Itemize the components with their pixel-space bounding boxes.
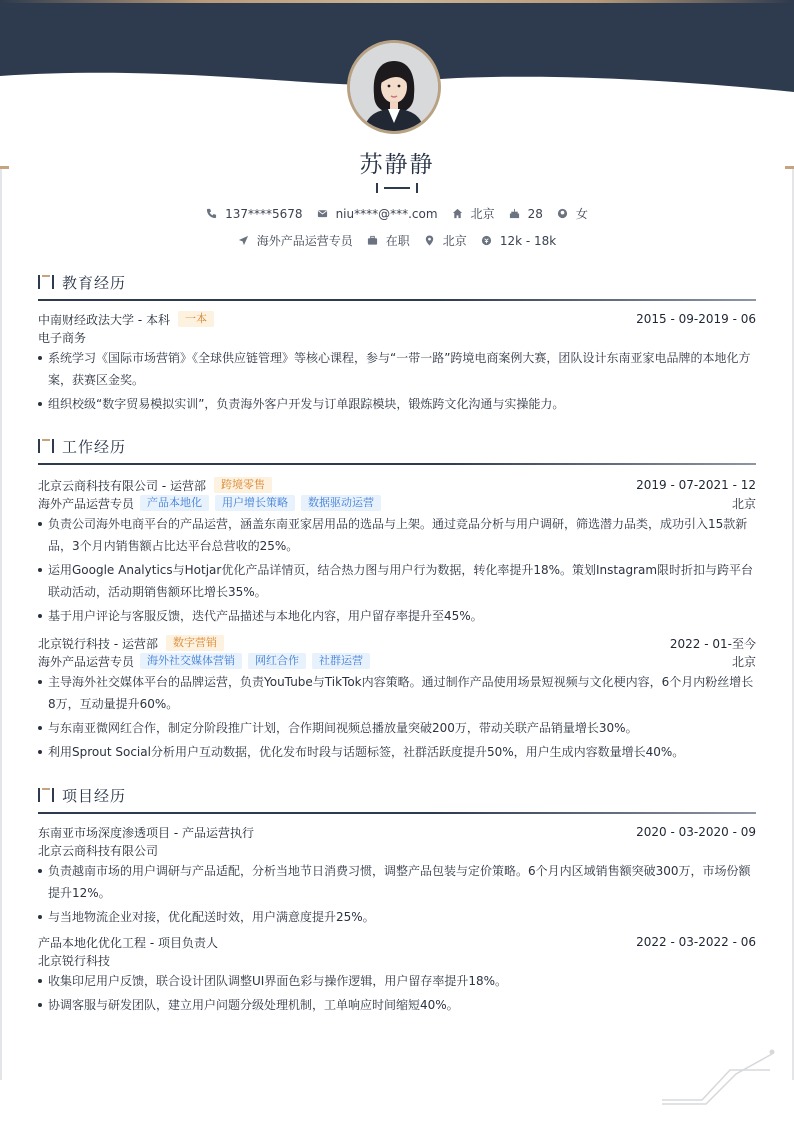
education-bullets <box>38 347 756 415</box>
project-bullets <box>38 970 756 1016</box>
work-bullets <box>38 671 756 763</box>
role: 海外产品运营专员 <box>38 654 135 669</box>
home-icon <box>452 208 463 219</box>
company-name: 北京云商科技有限公司 - 运营部 <box>38 478 206 493</box>
avatar <box>347 40 441 134</box>
section-title: 项目经历 <box>62 786 127 805</box>
target-city-text: 北京 <box>442 234 467 248</box>
location: 北京 <box>731 654 756 669</box>
left-border <box>0 168 2 1080</box>
school-tag: 一本 <box>178 311 214 327</box>
list-item: 与东南亚微网红合作，制定分阶段推广计划，合作期间视频总播放量突破200万，带动关联产品销量增长30%。 <box>38 717 756 739</box>
header-gold-line <box>0 0 794 3</box>
project-entry-header <box>38 823 756 841</box>
role-row <box>38 494 756 512</box>
contact-row <box>0 205 794 222</box>
list-item: 协调客服与研发团队，建立用户问题分级处理机制，工单响应时间缩短40%。 <box>38 994 756 1016</box>
list-item: 系统学习《国际市场营销》《全球供应链管理》等核心课程，参与“一带一路”跨境电商案例大赛，团队设计东南亚家电品牌的本地化方案，获赛区金奖。 <box>38 347 756 391</box>
section-rule <box>38 812 756 814</box>
target-role-text: 海外产品运营专员 <box>256 234 353 248</box>
work-bullets <box>38 513 756 627</box>
role-row <box>38 652 756 670</box>
salary-item <box>481 234 556 248</box>
list-item: 负责越南市场的用户调研与产品适配，分析当地节日消费习惯，调整产品包装与定价策略。6个月内区域销售额突破300万，市场份额提升12%。 <box>38 860 756 904</box>
period: 2022 - 01-至今 <box>669 636 756 651</box>
section-marker-icon <box>38 439 54 453</box>
work-entry <box>38 476 756 629</box>
org-row <box>38 841 756 859</box>
money-icon <box>481 235 492 246</box>
org-row <box>38 951 756 969</box>
list-item: 主导海外社交媒体平台的品牌运营，负责YouTube与TikTok内容策略。通过制作产品使用场景短视频与文化梗内容，6个月内粉丝增长8万，互动量提升60%。 <box>38 671 756 715</box>
section-rule <box>38 463 756 465</box>
gender-icon <box>557 208 568 219</box>
list-item: 运用Google Analytics与Hotjar优化产品详情页，结合热力图与用户行为数据，转化率提升18%。策划Instagram限时折扣与跨平台联动活动，活动期销售额环比增长35%。 <box>38 559 756 603</box>
location-icon <box>424 235 435 246</box>
section-marker-icon <box>38 275 54 289</box>
name-divider <box>376 183 418 193</box>
section-rule <box>38 299 756 301</box>
target-role-item <box>238 232 353 249</box>
organization: 北京锐行科技 <box>38 953 111 968</box>
work-entry-header <box>38 634 756 652</box>
list-item: 收集印尼用户反馈，联合设计团队调整UI界面色彩与操作逻辑，用户留存率提升18%。 <box>38 970 756 992</box>
skill-tag: 海外社交媒体营销 <box>140 653 242 669</box>
city-text: 北京 <box>470 207 495 221</box>
project-bullets <box>38 860 756 928</box>
industry-tag: 数字营销 <box>166 635 224 651</box>
section-title: 教育经历 <box>62 273 127 292</box>
project-name: 产品本地化优化工程 - 项目负责人 <box>38 935 218 950</box>
age-text: 28 <box>527 206 543 221</box>
skill-tag: 网红合作 <box>248 653 306 669</box>
period: 2022 - 03-2022 - 06 <box>636 935 756 949</box>
status-text: 在职 <box>385 234 410 248</box>
project-entry <box>38 933 756 1018</box>
project-entry <box>38 823 756 930</box>
skill-tag: 社群运营 <box>312 653 370 669</box>
period: 2020 - 03-2020 - 09 <box>636 825 756 839</box>
mail-icon <box>317 208 328 219</box>
project-entry-header <box>38 933 756 951</box>
period: 2019 - 07-2021 - 12 <box>636 478 756 492</box>
city-item <box>452 205 495 222</box>
section-marker-icon <box>38 788 54 802</box>
project-name: 东南亚市场深度渗透项目 - 产品运营执行 <box>38 825 254 840</box>
intention-row <box>0 232 794 249</box>
send-icon <box>238 235 249 246</box>
work-entry <box>38 634 756 765</box>
location: 北京 <box>731 496 756 511</box>
gender-text: 女 <box>575 207 588 221</box>
skill-tag: 用户增长策略 <box>215 495 295 511</box>
phone-item <box>206 207 302 221</box>
phone-text: 137****5678 <box>225 206 303 221</box>
section-title: 工作经历 <box>62 437 127 456</box>
list-item: 基于用户评论与客服反馈，迭代产品描述与本地化内容，用户留存率提升至45%。 <box>38 605 756 627</box>
major-row <box>38 328 756 346</box>
major: 电子商务 <box>38 330 87 345</box>
projects-section <box>38 783 756 1012</box>
work-section <box>38 434 756 759</box>
gender-item <box>557 205 588 222</box>
period: 2015 - 09-2019 - 06 <box>636 312 756 326</box>
corner-decoration <box>660 1046 780 1106</box>
school-name: 中南财经政法大学 - 本科 <box>38 312 170 327</box>
email-text: niu****@***.com <box>335 206 438 221</box>
age-icon <box>509 208 520 219</box>
role: 海外产品运营专员 <box>38 496 135 511</box>
list-item: 与当地物流企业对接，优化配送时效，用户满意度提升25%。 <box>38 906 756 928</box>
company-name: 北京锐行科技 - 运营部 <box>38 636 158 651</box>
salary-text: 12k - 18k <box>499 233 557 248</box>
age-item <box>509 207 543 221</box>
phone-icon <box>206 208 217 219</box>
skill-tag: 产品本地化 <box>140 495 209 511</box>
education-entry-header <box>38 310 756 328</box>
email-item <box>317 207 438 221</box>
status-item <box>367 232 410 249</box>
industry-tag: 跨境零售 <box>214 477 272 493</box>
target-city-item <box>424 232 467 249</box>
list-item: 利用Sprout Social分析用户互动数据，优化发布时段与话题标签，社群活跃度提升50%，用户生成内容数量增长40%。 <box>38 741 756 763</box>
list-item: 负责公司海外电商平台的产品运营，涵盖东南亚家居用品的选品与上架。通过竞品分析与用户调研，筛选潜力品类，成功引入15款新品，3个月内销售额占比达平台总营收的25%。 <box>38 513 756 557</box>
candidate-name: 苏静静 <box>359 152 435 178</box>
list-item: 组织校级“数字贸易模拟实训”，负责海外客户开发与订单跟踪模块，锻炼跨文化沟通与实操能力。 <box>38 393 756 415</box>
briefcase-icon <box>367 235 378 246</box>
organization: 北京云商科技有限公司 <box>38 843 159 858</box>
skill-tag: 数据驱动运营 <box>301 495 381 511</box>
work-entry-header <box>38 476 756 494</box>
education-section <box>38 270 756 411</box>
